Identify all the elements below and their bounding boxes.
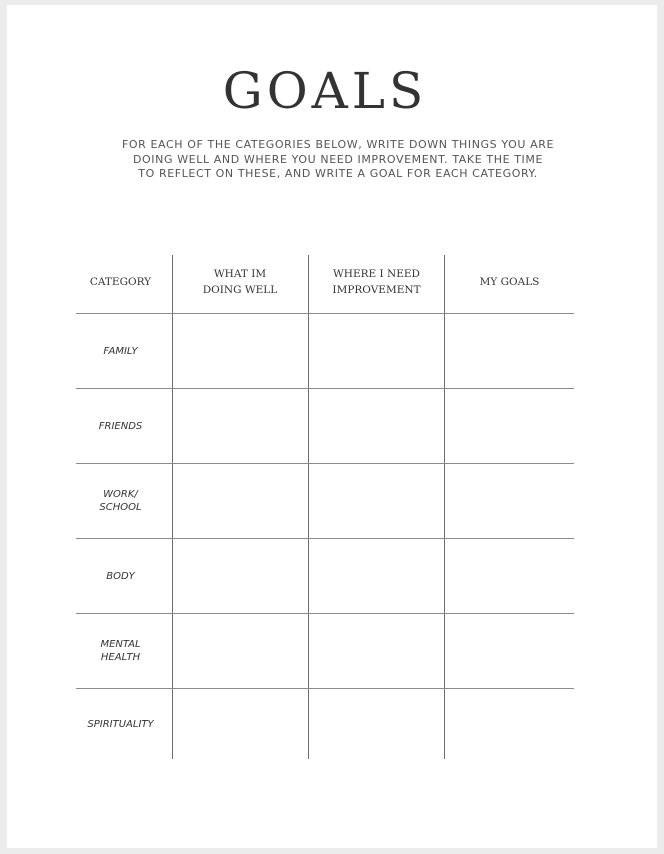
row-label-text: FRIENDS bbox=[98, 420, 143, 432]
cell-doing-well-work-school[interactable] bbox=[173, 464, 308, 538]
cell-goal-mental-health[interactable] bbox=[445, 614, 574, 688]
row-label-text: WORK/ bbox=[103, 489, 138, 500]
row-label-text: MENTAL bbox=[100, 639, 141, 650]
cell-goal-spirituality[interactable] bbox=[445, 689, 574, 759]
row-label-text: BODY bbox=[106, 570, 135, 582]
intro-line: FOR EACH OF THE CATEGORIES BELOW, WRITE DOWN THINGS YOU ARE bbox=[121, 138, 555, 151]
header-category-label: CATEGORY bbox=[89, 276, 152, 288]
row-label-family bbox=[76, 314, 165, 388]
cell-improvement-spirituality[interactable] bbox=[309, 689, 444, 759]
cell-improvement-body[interactable] bbox=[309, 539, 444, 613]
header-category bbox=[76, 255, 165, 309]
row-label-work-school bbox=[76, 464, 165, 538]
cell-improvement-mental-health[interactable] bbox=[309, 614, 444, 688]
cell-goal-friends[interactable] bbox=[445, 389, 574, 463]
cell-goal-body[interactable] bbox=[445, 539, 574, 613]
row-label-text: HEALTH bbox=[100, 652, 141, 663]
cell-improvement-work-school[interactable] bbox=[309, 464, 444, 538]
cell-doing-well-spirituality[interactable] bbox=[173, 689, 308, 759]
cell-goal-family[interactable] bbox=[445, 314, 574, 388]
header-doing-well bbox=[173, 255, 307, 309]
row-label-mental-health bbox=[76, 614, 165, 688]
cell-doing-well-family[interactable] bbox=[173, 314, 308, 388]
header-doing-well-line: WHAT IM bbox=[213, 268, 267, 280]
header-my-goals bbox=[445, 255, 574, 309]
intro-text bbox=[95, 138, 581, 182]
row-label-text: FAMILY bbox=[103, 345, 138, 357]
cell-goal-work-school[interactable] bbox=[445, 464, 574, 538]
row-label-spirituality bbox=[76, 689, 165, 759]
intro-line: TO REFLECT ON THESE, AND WRITE A GOAL FOR EACH CATEGORY. bbox=[138, 167, 538, 180]
row-label-friends bbox=[76, 389, 165, 463]
cell-improvement-friends[interactable] bbox=[309, 389, 444, 463]
row-label-text: SCHOOL bbox=[99, 502, 142, 513]
cell-doing-well-mental-health[interactable] bbox=[173, 614, 308, 688]
row-label-body bbox=[76, 539, 165, 613]
goals-table bbox=[76, 255, 574, 759]
header-doing-well-line: DOING WELL bbox=[202, 284, 278, 296]
header-my-goals-label: MY GOALS bbox=[479, 276, 540, 288]
cell-improvement-family[interactable] bbox=[309, 314, 444, 388]
header-improvement-line: IMPROVEMENT bbox=[332, 284, 421, 296]
page-title: GOALS bbox=[222, 62, 428, 120]
header-improvement bbox=[309, 255, 444, 309]
intro-line: DOING WELL AND WHERE YOU NEED IMPROVEMENT. TAKE THE TIME bbox=[132, 152, 544, 166]
cell-doing-well-body[interactable] bbox=[173, 539, 308, 613]
cell-doing-well-friends[interactable] bbox=[173, 389, 308, 463]
header-improvement-line: WHERE I NEED bbox=[333, 268, 420, 280]
row-label-text: SPIRITUALITY bbox=[87, 718, 154, 730]
